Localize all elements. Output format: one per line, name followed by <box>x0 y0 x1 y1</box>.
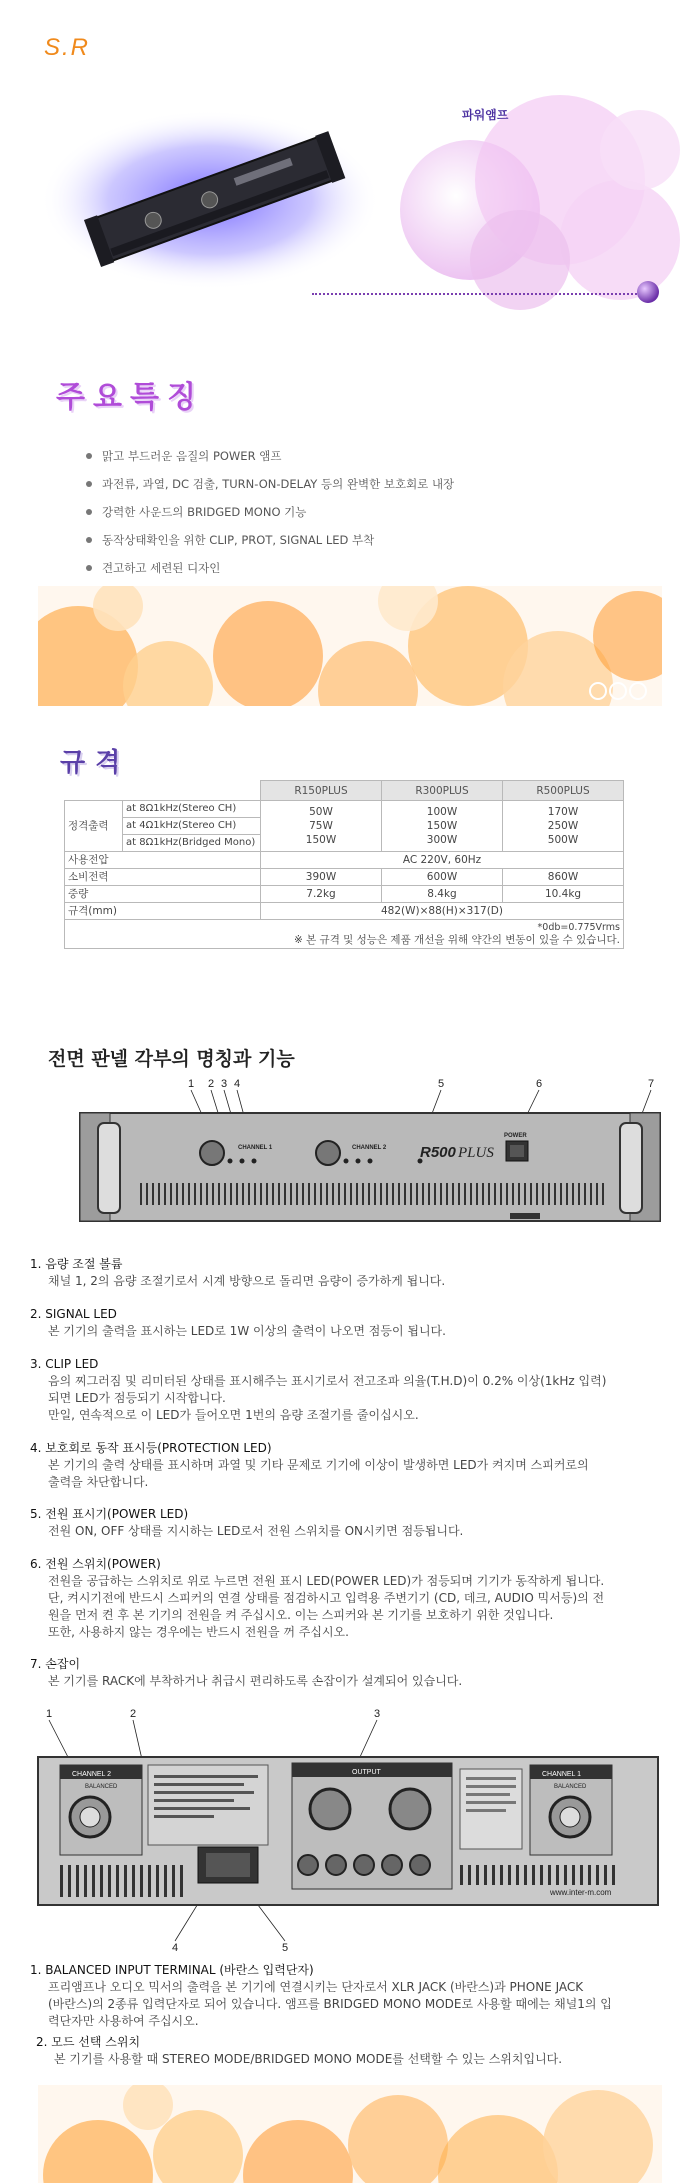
feature-item: 과전류, 과열, DC 검출, TURN-ON-DELAY 등의 완벽한 보호회로 내장 <box>86 476 454 504</box>
power-label: 사용전압 <box>65 852 261 869</box>
rear-balanced-right: BALANCED <box>554 1784 587 1790</box>
rear-callout-5: 5 <box>282 1942 289 1954</box>
brand-logo: S.R <box>44 34 91 61</box>
spec-note-ref: *0db=0.775Vrms <box>537 922 620 933</box>
size-value: 482(W)×88(H)×317(D) <box>261 903 624 920</box>
rear-callout-2: 2 <box>130 1708 137 1720</box>
rear-balanced-left: BALANCED <box>85 1784 118 1790</box>
rear-callout-1: 1 <box>46 1708 53 1720</box>
spec-note-text: ※ 본 규격 및 성능은 제품 개선을 위해 약간의 변동이 있을 수 있습니다. <box>293 934 620 946</box>
rear-callout-3: 3 <box>374 1708 381 1720</box>
front-ch1-label: CHANNEL 1 <box>238 1145 273 1151</box>
front-item-6: 6. 전원 스위치(POWER) 전원을 공급하는 스위치로 위로 누르면 전원 표시 LED(POWER LED)가 점등되며 기기가 동작하게 됩니다. 단, 켜시기전에 반드시 스피커의 연결 상태를 점검하시고 입력용 주변기기 (CD, 데크, AUDIO 믹서등)의 전 원을 먼저 켠 후 본 기기의 전원을 켜 주십시오. 이는 스피커와 본 기기를 보호하기 위한 것입니다. 또한, 사용하지 않는 경우에는 반드시 전원을 꺼 주십시오. <box>30 1557 605 1639</box>
features-title: 주요특징 <box>56 380 204 415</box>
rear-item-1: 1. BALANCED INPUT TERMINAL (바란스 입력단자) 프리앰프나 오디오 믹서의 출력을 본 기기에 연결시키는 단자로서 XLR JACK (바란스)과 PHONE JACK (바란스)의 2종류 입력단자로 되어 있습니다. 앰프를 BRIDGED MONO MODE로 사용할 때에는 채널1의 입 력단자만 사용하여 주십시오. <box>30 1963 612 2028</box>
rear-panel-diagram <box>30 1705 666 1957</box>
consumption-value: 600W <box>382 869 503 886</box>
output-values-r300: 100W 150W 300W <box>382 801 503 852</box>
front-item-1: 1. 음량 조절 볼륨 채널 1, 2의 음량 조절기로서 시계 방향으로 돌리면 음량이 증가하게 됩니다. <box>30 1257 446 1288</box>
decorative-ball <box>637 281 659 303</box>
model-header: R150PLUS <box>261 781 382 801</box>
output-values-r150: 50W 75W 150W <box>261 801 382 852</box>
rear-item-2: 2. 모드 선택 스위치 본 기기를 사용할 때 STEREO MODE/BRIDGED MONO MODE를 선택할 수 있는 스위치입니다. <box>36 2035 563 2066</box>
front-callout-3: 3 <box>221 1078 228 1090</box>
orange-decoration-band-bottom <box>38 2085 662 2183</box>
output-condition: at 8Ω1kHz(Stereo CH) <box>123 801 261 818</box>
model-header: R300PLUS <box>382 781 503 801</box>
feature-item: 강력한 사운드의 BRIDGED MONO 기능 <box>86 504 454 532</box>
features-list <box>86 448 454 588</box>
front-plus-label: PLUS <box>458 1145 494 1161</box>
consumption-label: 소비전력 <box>65 869 261 886</box>
weight-label: 중량 <box>65 886 261 903</box>
model-header: R500PLUS <box>503 781 624 801</box>
front-ch2-label: CHANNEL 2 <box>352 1145 387 1151</box>
rear-input-ch1: CHANNEL 1 <box>542 1771 582 1778</box>
front-callout-7: 7 <box>648 1078 655 1090</box>
decorative-line <box>312 293 652 295</box>
rear-output-label: OUTPUT <box>352 1769 381 1776</box>
front-callout-4: 4 <box>234 1078 241 1090</box>
power-value: AC 220V, 60Hz <box>261 852 624 869</box>
rear-input-ch2: CHANNEL 2 <box>72 1771 112 1778</box>
product-label: 파워앰프 <box>462 108 509 122</box>
output-condition: at 8Ω1kHz(Bridged Mono) <box>123 835 261 852</box>
front-callout-6: 6 <box>536 1078 543 1090</box>
front-callout-1: 1 <box>188 1078 195 1090</box>
spec-corner <box>65 781 261 801</box>
weight-value: 7.2kg <box>261 886 382 903</box>
front-item-7: 7. 손잡이 본 기기를 RACK에 부착하거나 취급시 편리하도록 손잡이가 설계되어 있습니다. <box>30 1657 463 1688</box>
output-condition: at 4Ω1kHz(Stereo CH) <box>123 818 261 835</box>
front-power-label: POWER <box>504 1133 527 1139</box>
front-item-3: 3. CLIP LED 음의 찌그러짐 및 리미터된 상태를 표시해주는 표시기로서 전고조파 의율(T.H.D)이 0.2% 이상(1kHz 입력) 되면 LED가 점등되기 시작합니다. 만일, 연속적으로 이 LED가 들어오면 1번의 음량 조절기를 줄이십시오. <box>30 1357 607 1422</box>
weight-value: 10.4kg <box>503 886 624 903</box>
output-values-r500: 170W 250W 500W <box>503 801 624 852</box>
front-panel-diagram <box>70 1075 670 1243</box>
rear-url: www.inter-m.com <box>550 1888 612 1897</box>
front-callout-2: 2 <box>208 1078 215 1090</box>
rear-callout-4: 4 <box>172 1942 179 1954</box>
orange-decoration-band <box>38 586 662 706</box>
front-item-2: 2. SIGNAL LED 본 기기의 출력을 표시하는 LED로 1W 이상의 출력이 나오면 점등이 됩니다. <box>30 1307 446 1338</box>
feature-item: 견고하고 세련된 디자인 <box>86 560 454 588</box>
front-item-4: 4. 보호회로 동작 표시등(PROTECTION LED) 본 기기의 출력 상태를 표시하며 과열 및 기타 문제로 기기에 이상이 발생하면 LED가 켜지며 스피커로의 출력을 차단합니다. <box>30 1441 589 1489</box>
feature-item: 동작상태확인을 위한 CLIP, PROT, SIGNAL LED 부착 <box>86 532 454 560</box>
front-callout-5: 5 <box>438 1078 445 1090</box>
spec-table <box>64 780 624 949</box>
spec-title: 규격 <box>60 748 131 778</box>
front-panel-title: 전면 판넬 각부의 명칭과 기능 <box>48 1048 295 1070</box>
weight-value: 8.4kg <box>382 886 503 903</box>
output-label: 정격출력 <box>65 801 123 852</box>
front-item-5: 5. 전원 표시기(POWER LED) 전원 ON, OFF 상태를 지시하는 LED로서 전원 스위치를 ON시키면 점등됩니다. <box>30 1507 464 1538</box>
consumption-value: 390W <box>261 869 382 886</box>
consumption-value: 860W <box>503 869 624 886</box>
feature-item: 맑고 부드러운 음질의 POWER 앰프 <box>86 448 454 476</box>
front-model-label: R500 <box>420 1144 456 1161</box>
size-label: 규격(mm) <box>65 903 261 920</box>
spec-note <box>65 920 624 949</box>
